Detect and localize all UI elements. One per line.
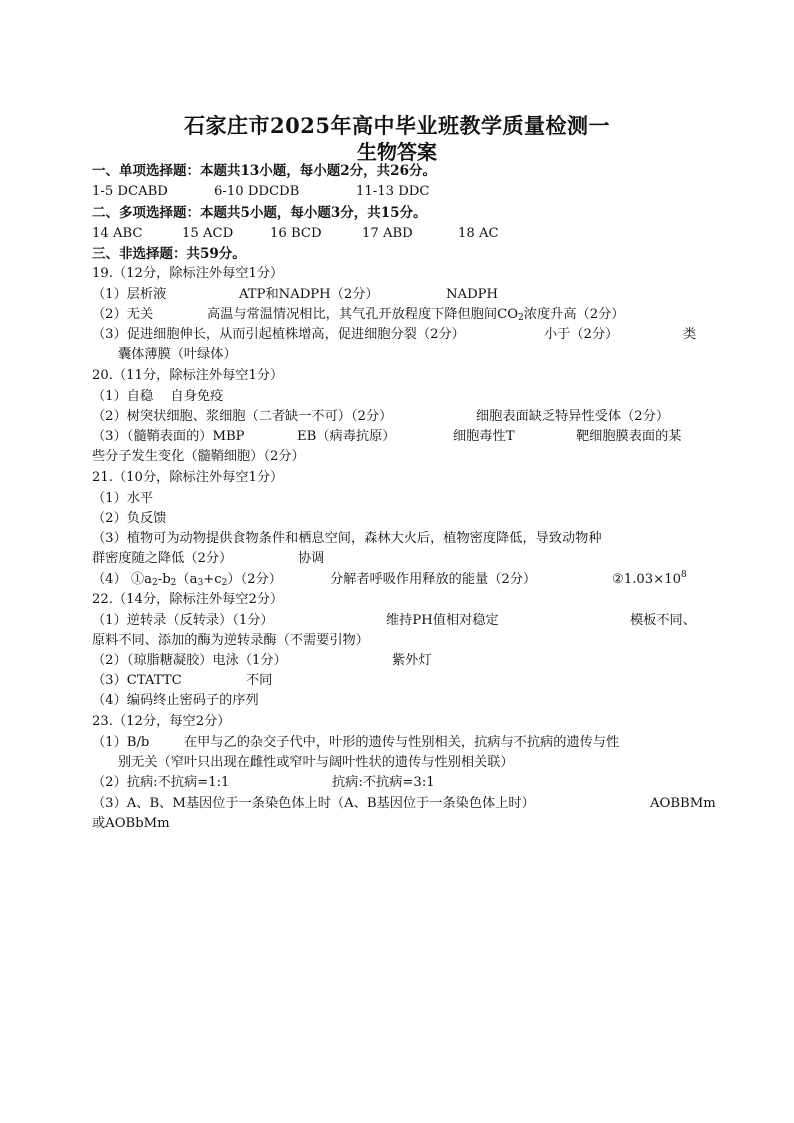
answer-text: $②1.03\times 10^8$ [612, 570, 687, 587]
answer-text: 在甲与乙的杂交子代中，叶形的遗传与性别相关，抗病与不抗病的遗传与性 [184, 735, 620, 750]
q19-line2 [92, 306, 625, 324]
q21-line2: （2）负反馈 [92, 511, 167, 526]
answer-text: 模板不同、 [630, 613, 696, 628]
answer-text: （3）CTATTC [92, 673, 182, 688]
answer-text: 小于（2分） [544, 327, 619, 342]
q20-heading: 20.（11分，除标注外每空1分） [92, 368, 284, 383]
q22-line3 [92, 652, 432, 670]
answer-text: 类 [683, 327, 697, 342]
answer-text: 细胞表面缺乏特异性受体（2分） [476, 409, 670, 424]
q19-line3 [92, 326, 697, 344]
answer-text: 协调 [298, 551, 325, 566]
answer-text: （2）抗病:不抗病=1:1 [92, 775, 230, 790]
q23-line1 [92, 734, 620, 752]
answer-text: AOBBMm [650, 796, 716, 811]
q20-line1: （1）自稳 自身免疫 [92, 389, 224, 404]
answer-text: 群密度随之降低（2分） [92, 551, 233, 566]
answer-text: （3）（髓鞘表面的）MBP [92, 429, 245, 444]
answer-text: （1）逆转录（反转录）（1分） [92, 613, 274, 628]
answer-text: （2）无关 [92, 307, 154, 322]
page-title: 石家庄市2025年高中毕业班教学质量检测一 [184, 113, 610, 138]
q22-line5: （4）编码终止密码子的序列 [92, 693, 259, 708]
q19-line1 [92, 286, 499, 304]
answer-text: 抗病:不抗病=3:1 [332, 775, 435, 790]
answer-group: 14 ABC [92, 226, 143, 241]
q21-heading: 21.（10分，除标注外每空1分） [92, 470, 284, 485]
section2-answers [92, 225, 499, 243]
answer-text: （3）促进细胞伸长，从而引起植株增高，促进细胞分裂（2分） [92, 327, 465, 342]
q22-heading: 22.（14分，除标注外每空2分） [92, 592, 284, 607]
q20-line3 [92, 428, 682, 446]
q21-line4 [92, 550, 325, 568]
answer-text: 分解者呼吸作用释放的能量（2分） [330, 572, 537, 587]
answer-text: （2）树突状细胞、浆细胞（二者缺一不可）（2分） [92, 409, 393, 424]
q22-line2: 原料不同、添加的酶为逆转录酶（不需要引物） [92, 633, 369, 648]
page-subtitle: 生物答案 [357, 140, 437, 164]
answer-group: 1-5 DCABD [92, 184, 168, 199]
answer-text: 紫外灯 [392, 653, 432, 668]
q23-line5: 或AOBbMm [92, 816, 170, 831]
answer-text: 高温与常温情况相比，其气孔开放程度下降但胞间$CO_2$浓度升高（2分） [207, 307, 625, 323]
q22-line4 [92, 672, 273, 690]
answer-text: （1）B/b [92, 735, 150, 750]
q19-line4: 囊体薄膜（叶绿体） [118, 347, 237, 362]
q20-line2 [92, 408, 670, 426]
section3-heading: 三、非选择题：共59分。 [92, 246, 246, 262]
answer-text: 不同 [246, 673, 273, 688]
answer-text: （1）层析液 [92, 287, 167, 302]
q21-line5 [92, 570, 687, 589]
section1-answers [92, 183, 430, 201]
answer-text: （2）（琼脂糖凝胶）电泳（1分） [92, 653, 287, 668]
section1-heading: 一、单项选择题：本题共13小题，每小题2分，共26分。 [92, 163, 436, 179]
q21-line1: （1）水平 [92, 491, 154, 506]
q23-line3 [92, 774, 435, 792]
answer-group: 17 ABD [362, 226, 413, 241]
q22-line1 [92, 612, 696, 630]
q21-line3: （3）植物可为动物提供食物条件和栖息空间，森林大火后，植物密度降低，导致动物种 [92, 531, 602, 546]
q20-line4: 些分子发生变化（髓鞘细胞）（2分） [92, 449, 305, 464]
answer-group: 18 AC [458, 226, 499, 241]
answer-text: NADPH [446, 287, 499, 302]
formula-text: （4） $①a_2-b_2(a_3+c_2)(2$分） [92, 572, 282, 588]
q23-heading: 23.（12分，每空2分） [92, 714, 231, 729]
answer-text: EB（病毒抗原） [297, 429, 396, 444]
answer-group: 15 ACD [182, 226, 234, 241]
answer-group: 16 BCD [270, 226, 322, 241]
answer-text: （3）A、B、M基因位于一条染色体上时（A、B基因位于一条染色体上时） [92, 796, 535, 811]
q19-heading: 19.（12分，除标注外每空1分） [92, 266, 284, 281]
q23-line2: 别无关（窄叶只出现在雌性或窄叶与阔叶性状的遗传与性别相关联） [118, 755, 514, 770]
answer-group: 6-10 DDCDB [214, 184, 300, 199]
answer-text: 细胞毒性T [453, 429, 515, 444]
q23-line4 [92, 795, 716, 813]
answer-text: 维持PH值相对稳定 [386, 613, 499, 628]
section2-heading: 二、多项选择题：本题共5小题，每小题3分，共15分。 [92, 205, 427, 221]
answer-text: ATP和NADPH（2分） [239, 287, 379, 302]
answer-text: 靶细胞膜表面的某 [576, 429, 682, 444]
answer-group: 11-13 DDC [356, 184, 430, 199]
